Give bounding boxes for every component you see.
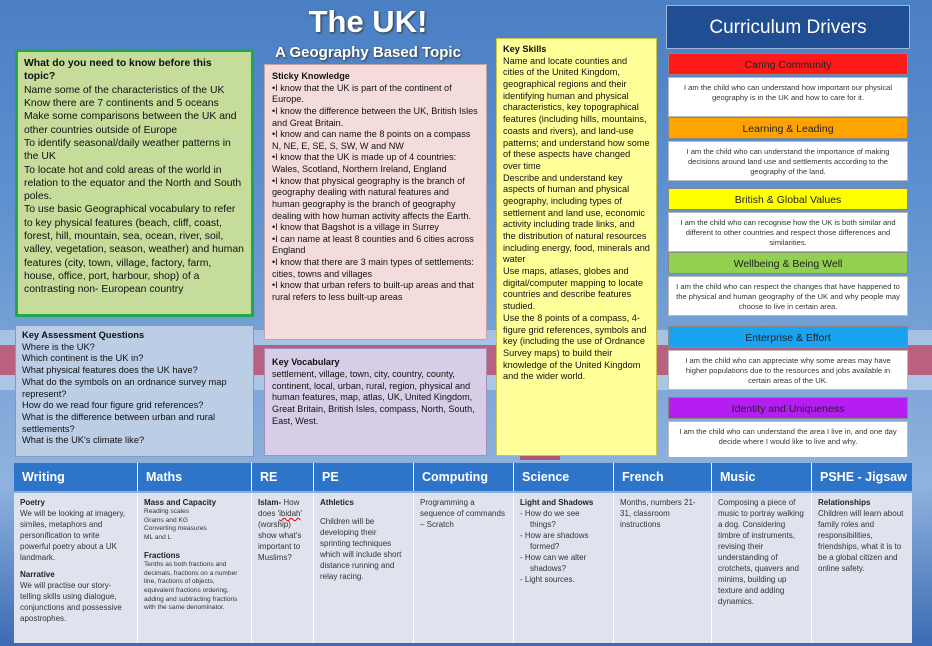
re-word: ibidah xyxy=(279,509,301,519)
assessment-item: What is the UK's climate like? xyxy=(22,435,145,446)
sticky-item: •I know and can name the 8 points on a compass N, NE, E, SE, S, SW, W and NW xyxy=(272,129,471,151)
assessment-item: How do we read four figure grid references? xyxy=(22,400,204,411)
sticky-item: •I know the difference between the UK, British Isles and Great Britain. xyxy=(272,105,478,128)
dash-icon: - xyxy=(520,553,525,563)
page-title: The UK! xyxy=(308,4,428,39)
driver-heading: Identity and Uniqueness xyxy=(668,397,908,419)
subject-body-music xyxy=(712,493,812,643)
key-vocabulary-box xyxy=(264,348,487,456)
science-heading: Light and Shadows xyxy=(520,498,594,507)
sticky-item: •I can name at least 8 counties and 6 cities across England xyxy=(272,233,474,256)
writing-heading-narrative: Narrative xyxy=(20,570,55,580)
vocab-heading: Key Vocabulary xyxy=(272,357,340,367)
driver-text: I am the child who can understand the area I live in, and one day decide where I would like to live and why. xyxy=(668,421,908,457)
pshe-text: Children will learn about family roles and responsibilities, friendships, what it is to be a global citizen and online safety. xyxy=(818,509,904,574)
subject-header-maths: Maths xyxy=(138,463,252,491)
pshe-heading: Relationships xyxy=(818,498,871,507)
assessment-heading: Key Assessment Questions xyxy=(22,330,145,340)
dash-icon: - xyxy=(520,509,525,519)
subject-header-pshe: PSHE - Jigsaw xyxy=(812,463,912,491)
subject-body-pe xyxy=(314,493,414,643)
subject-body-science xyxy=(514,493,614,643)
re-bold: Islam- xyxy=(258,498,282,507)
driver-heading: Enterprise & Effort xyxy=(668,326,908,348)
subject-header-music: Music xyxy=(712,463,812,491)
subject-body-writing xyxy=(14,493,138,643)
subject-body-re xyxy=(252,493,314,643)
sticky-item: •I know that the UK is part of the continent of Europe. xyxy=(272,82,452,105)
driver-heading: Caring Community xyxy=(668,53,908,75)
computing-text: Programming a sequence of commands – Scratch xyxy=(420,498,505,530)
sticky-heading: Sticky Knowledge xyxy=(272,71,350,81)
sticky-item: •I know that the UK is made up of 4 countries: Wales, Scotland, Northern Ireland, England xyxy=(272,152,457,174)
science-item: How are shadows formed? xyxy=(524,531,589,552)
driver-heading: Wellbeing & Being Well xyxy=(668,252,908,274)
subject-header-computing: Computing xyxy=(414,463,514,491)
drivers-title: Curriculum Drivers xyxy=(666,5,910,49)
driver-heading: Learning & Leading xyxy=(668,117,908,139)
assessment-item: What is the difference between urban and rural settlements? xyxy=(22,411,216,434)
page-subtitle: A Geography Based Topic xyxy=(275,44,461,61)
maths-item: Grams and KG xyxy=(144,516,188,524)
writing-text-narrative: We will practise our story-telling skills using dialogue, conjunctions and possessive apostrophes. xyxy=(20,581,122,624)
maths-item: Reading scales xyxy=(144,508,190,516)
pe-heading: Athletics xyxy=(320,498,354,507)
maths-text-fractions: Tenths as both fractions and decimals, fractions on a number line, fractions of objects, equivalent fractions ordering, adding and subtracting fractions with the same denominator. xyxy=(144,561,238,612)
writing-text-poetry: We will be looking at imagery, similes, metaphors and personification to write powerful poetry about a UK landmark. xyxy=(20,509,126,563)
science-item: How can we alter shadows? xyxy=(524,553,587,574)
sticky-item: •I know that Bagshot is a village in Surrey xyxy=(272,222,439,233)
driver-text: I am the child who can appreciate why some areas may have higher populations due to the resources and jobs available in certain areas of the UK. xyxy=(668,350,908,390)
pe-text: Children will be developing their sprinting techniques which will include short distance running and relay racing. xyxy=(320,517,402,582)
assessment-item: Where is the UK? xyxy=(22,341,95,352)
subject-header-science: Science xyxy=(514,463,614,491)
subject-body-french xyxy=(614,493,712,643)
subject-header-re: RE xyxy=(252,463,314,491)
skills-item: Describe and understand key aspects of human and physical geography, including types of settlement and land use, economic activity including trade links, and the distribution of natural resources including energy, food, minerals and water xyxy=(503,172,650,265)
skills-heading: Key Skills xyxy=(503,44,547,54)
curriculum-drivers-panel xyxy=(666,5,910,457)
french-text: Months, numbers 21-31, classroom instructions xyxy=(620,498,696,530)
science-item: Light sources. xyxy=(524,575,575,585)
sticky-item: •I know that physical geography is the branch of geography dealing with natural features and human geography is the branch of geography dealing with how human activity affects the Earth. xyxy=(272,175,471,221)
maths-heading-mass: Mass and Capacity xyxy=(144,498,217,507)
maths-item: Converting measures xyxy=(144,525,207,533)
assessment-item: What do the symbols on an ordnance survey map represent? xyxy=(22,376,227,399)
driver-text: I am the child who can understand the importance of making decisions around land use and settlements according to the geography of the land. xyxy=(668,141,908,181)
subject-header-french: French xyxy=(614,463,712,491)
dash-icon: - xyxy=(520,575,525,585)
prior-knowledge-heading: What do you need to know before this topic? xyxy=(24,58,212,83)
re-text-2: ' (worship) show what's important to Muslims? xyxy=(258,509,302,563)
prior-knowledge-item: Make some comparisons between the UK and other countries outside of Europe xyxy=(24,111,237,136)
skills-item: Use maps, atlases, globes and digital/computer mapping to locate countries and describe features studied. xyxy=(503,266,643,312)
driver-heading: British & Global Values xyxy=(668,188,908,210)
dash-icon: - xyxy=(520,531,525,541)
prior-knowledge-item: To locate hot and cold areas of the world in relation to the equator and the North and South poles. xyxy=(24,164,242,203)
writing-heading-poetry: Poetry xyxy=(20,498,45,507)
key-skills-box xyxy=(496,38,657,456)
assessment-item: What physical features does the UK have? xyxy=(22,365,198,376)
subject-body-computing xyxy=(414,493,514,643)
maths-heading-fractions: Fractions xyxy=(144,551,181,561)
assessment-item: Which continent is the UK in? xyxy=(22,353,144,364)
sticky-item: •I know that urban refers to built-up areas and that rural refers to less built-up areas xyxy=(272,280,474,302)
subject-body-maths xyxy=(138,493,252,643)
subject-header-pe: PE xyxy=(314,463,414,491)
science-item: How do we see things? xyxy=(524,509,580,530)
vocab-text: settlement, village, town, city, country, county, continent, local, urban, rural, region, physical and human features, map, atlas, UK, United Kingdom, Great Britain, British Isles, compass, North, South, East, West. xyxy=(272,368,475,427)
skills-item: Name and locate counties and cities of the United Kingdom, geographical regions and their identifying human and physical characteristics, key topographical features (including hills, mountains, coasts and rivers), and land-use patterns; and understand how some of these aspects have changed over time xyxy=(503,55,650,171)
prior-knowledge-box xyxy=(15,49,254,317)
driver-text: I am the child who can recognise how the UK is both similar and different to other countries and respect those differences and similarities. xyxy=(668,212,908,252)
subject-header-writing: Writing xyxy=(14,463,138,491)
re-text-1: How does ' xyxy=(258,498,300,519)
prior-knowledge-item: Know there are 7 continents and 5 oceans xyxy=(24,97,219,109)
maths-item: ML and L xyxy=(144,533,172,541)
driver-text: I am the child who can respect the changes that have happened to the physical and human geography of the UK and why people may choose to live in certain area. xyxy=(668,276,908,316)
sticky-item: •I know that there are 3 main types of settlements: cities, towns and villages xyxy=(272,257,474,279)
skills-item: Use the 8 points of a compass, 4-figure grid references, symbols and key (including the use of Ordnance Survey maps) to build their knowledge of the United Kingdom and the wider world. xyxy=(503,312,647,382)
prior-knowledge-item: To use basic Geographical vocabulary to refer to key physical features (beach, cliff, coast, forest, hill, mountain, sea, ocean, river, soil, valley, vegetation, season, weather) and human features (city, town, village, factory, farm, house, office, port, harbour, shop) of a contrasting non- European country xyxy=(24,204,244,296)
assessment-questions-box xyxy=(15,325,254,457)
sticky-knowledge-box xyxy=(264,64,487,340)
driver-text: I am the child who can understand how important our physical geography is in the UK and how to care for it. xyxy=(668,77,908,117)
prior-knowledge-item: Name some of the characteristics of the UK xyxy=(24,84,225,96)
subject-body-pshe xyxy=(812,493,912,643)
subjects-table xyxy=(14,463,912,643)
music-text: Composing a piece of music to portray walking a dog. Considering timbre of instruments, revising their understanding of crotchets, quavers and minims, building up texture and adding dynamics. xyxy=(718,498,804,607)
prior-knowledge-item: To identify seasonal/daily weather patterns in the UK xyxy=(24,137,231,163)
